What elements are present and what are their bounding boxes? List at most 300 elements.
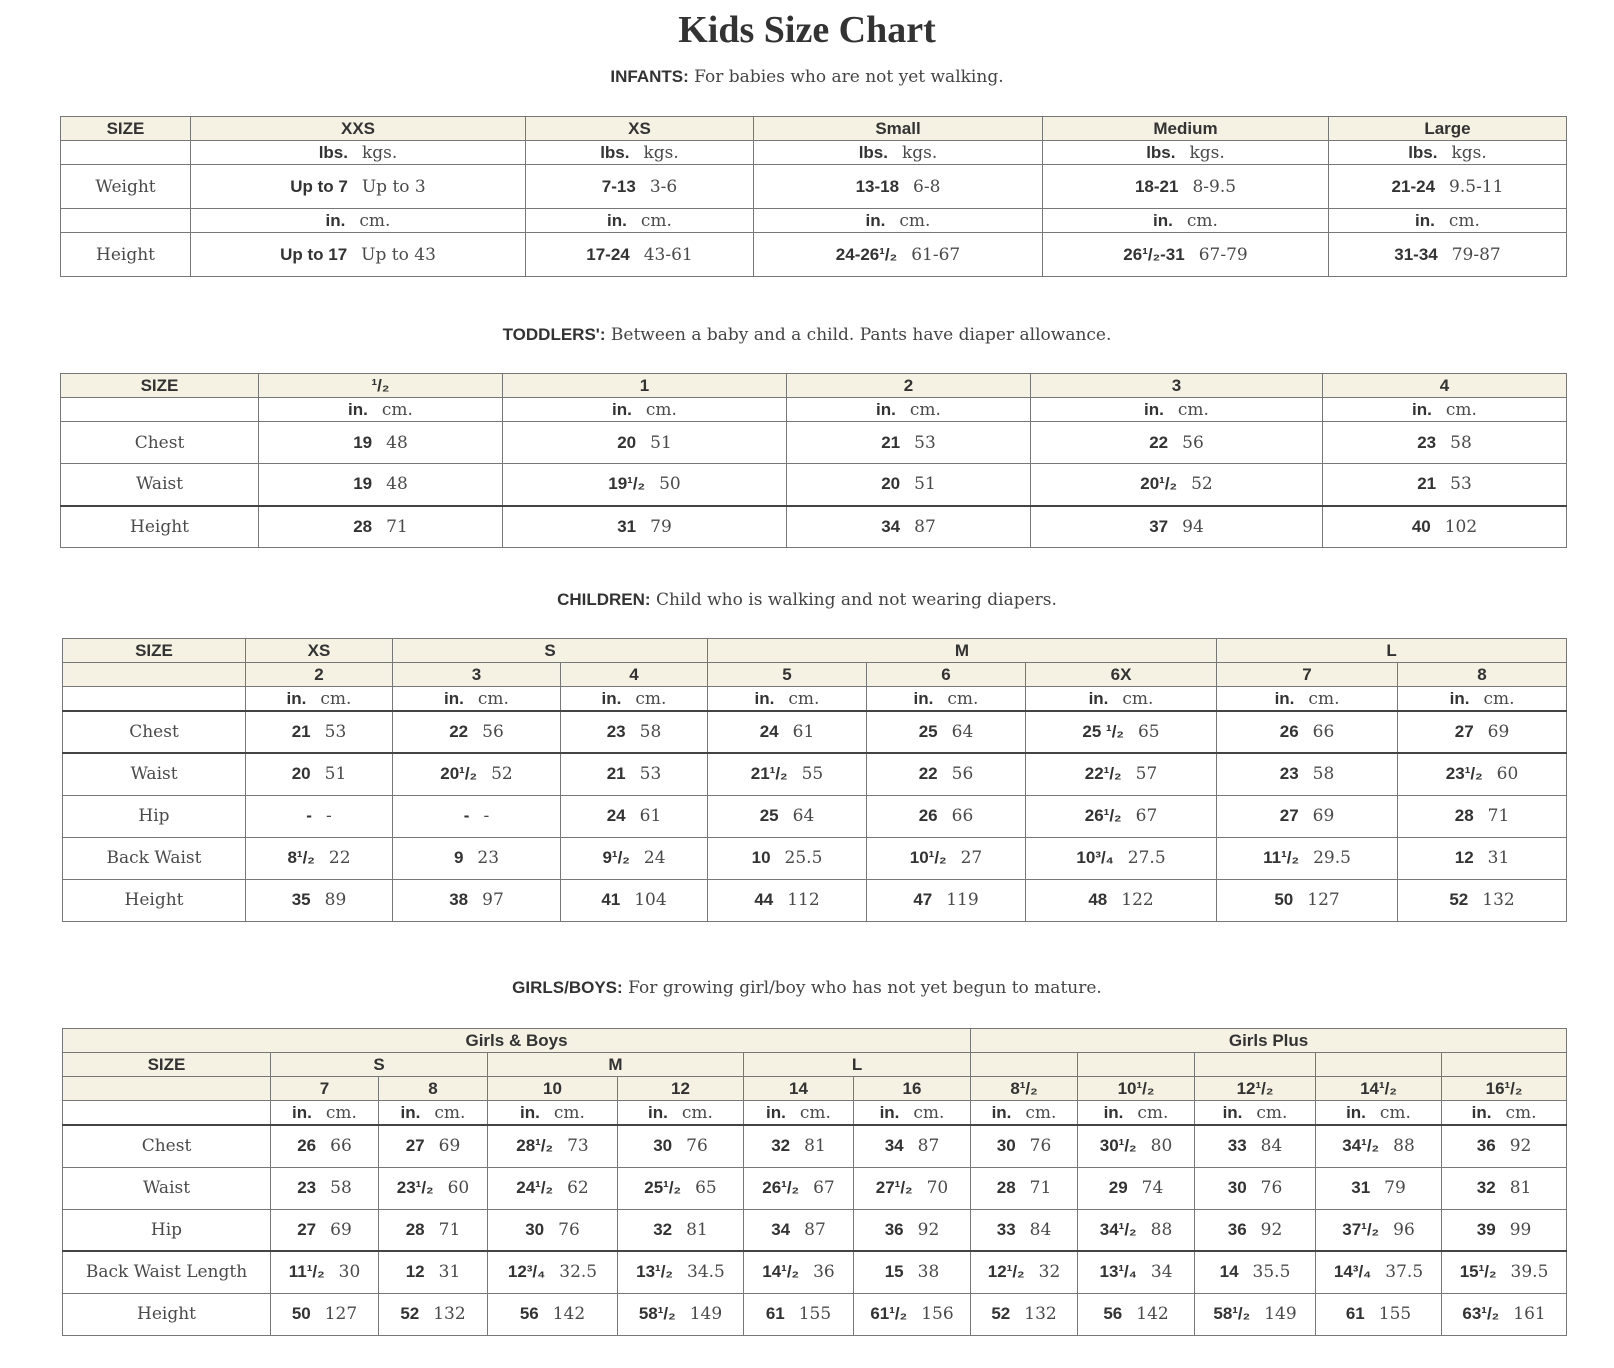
value-in: 34 (771, 1219, 791, 1239)
value-in: - (306, 806, 312, 825)
value-cm: 132 (433, 1304, 466, 1324)
value-cell (488, 1293, 618, 1335)
value-in: 10 (751, 848, 771, 867)
infants-height-row (61, 233, 1567, 277)
value-cell (1217, 687, 1398, 712)
size-xxs: XXS (191, 117, 526, 141)
value-cell (1195, 1251, 1316, 1293)
size-blank (63, 663, 246, 687)
value-cm: 56 (951, 764, 974, 785)
value-cm: 51 (914, 474, 936, 495)
value-in: 63¹/₂ (1462, 1304, 1500, 1323)
value-cm: 65 (695, 1178, 717, 1198)
value-cell (488, 1125, 618, 1167)
value-in: 44 (754, 890, 774, 909)
value-in: 11¹/₂ (288, 1262, 325, 1282)
row-label: Back Waist (63, 837, 246, 879)
unit-in: in. (1412, 399, 1432, 419)
row-label: Hip (63, 795, 246, 837)
unit-cm: cm. (1505, 1102, 1537, 1123)
value-in: 52 (991, 1304, 1011, 1323)
value-cell (561, 687, 708, 712)
children-intro (0, 590, 1614, 610)
children-intro-text: Child who is walking and not wearing diapers. (650, 590, 1057, 610)
value-cell (393, 687, 561, 712)
value-cell (526, 209, 754, 233)
size-4: 6 (867, 663, 1026, 687)
weight-lbs: 7-13 (601, 176, 636, 196)
row-label: Waist (63, 753, 246, 795)
value-in: 23 (606, 722, 626, 741)
value-cell (1078, 1101, 1195, 1126)
row-label: Height (63, 1293, 271, 1335)
value-in: 12 (405, 1262, 425, 1282)
value-in: 20 (291, 764, 311, 784)
value-cell (1398, 711, 1567, 753)
value-cell (1398, 687, 1567, 712)
unit-blank (61, 141, 191, 165)
value-cell (618, 1125, 744, 1167)
value-cell (744, 1101, 854, 1126)
value-cell (1323, 398, 1567, 422)
toddlers-intro-text: Between a baby and a child. Pants have diaper allowance. (605, 325, 1112, 345)
value-in: 36 (1476, 1136, 1496, 1156)
row-label: Waist (61, 464, 259, 506)
value-cell (503, 464, 787, 506)
value-cell (744, 1251, 854, 1293)
value-in: 11¹/₂ (1263, 848, 1300, 867)
value-cell (393, 879, 561, 921)
value-in: 12³/₄ (507, 1262, 546, 1282)
value-cm: 87 (917, 1136, 940, 1157)
value-cm: 88 (1393, 1136, 1415, 1157)
value-in: 27¹/₂ (875, 1178, 913, 1197)
unit-cm: cm. (913, 1102, 945, 1123)
value-in: 27 (1454, 722, 1474, 741)
value-in: 10¹/₂ (909, 848, 947, 867)
subgroup-l: L (744, 1053, 971, 1077)
size-1: 1 (503, 374, 787, 398)
row-label: Hip (63, 1209, 271, 1251)
unit-blank (63, 1101, 271, 1126)
value-in: 61¹/₂ (870, 1304, 908, 1323)
value-cm: 142 (1136, 1304, 1169, 1324)
value-cm: 66 (1312, 722, 1335, 742)
value-cm: 48 (386, 474, 408, 495)
value-cell (1026, 795, 1217, 837)
unit-lbs: lbs. (858, 142, 888, 162)
value-cm: 161 (1513, 1304, 1546, 1324)
value-in: 22 (1149, 432, 1169, 452)
value-in: 25 (918, 722, 938, 741)
size-8: 12¹/₂ (1195, 1077, 1316, 1101)
value-cm: 53 (1450, 474, 1472, 495)
value-in: 23 (1417, 432, 1437, 452)
value-cell (744, 1167, 854, 1209)
value-cell (271, 1125, 379, 1167)
value-in: 34¹/₂ (1342, 1136, 1380, 1156)
value-cm: 142 (552, 1304, 586, 1324)
unit-in: in. (1449, 688, 1470, 708)
value-in: 20 (881, 474, 901, 494)
group-xs: XS (246, 639, 393, 663)
subgroup-blank (1316, 1053, 1442, 1077)
value-in: 52 (400, 1304, 420, 1323)
size-3: 12 (618, 1077, 744, 1101)
value-cm: 69 (438, 1136, 461, 1157)
children-size-row (63, 663, 1567, 687)
unit-in: in. (601, 688, 622, 708)
girlsboys-unit-row (63, 1101, 1567, 1126)
size-2: 10 (488, 1077, 618, 1101)
value-cell (191, 141, 526, 165)
value-cm: 50 (659, 474, 681, 495)
value-cell (618, 1209, 744, 1251)
toddlers-unit-row (61, 398, 1567, 422)
value-cm: 132 (1024, 1304, 1057, 1324)
children-table (62, 638, 1567, 922)
unit-in: in. (991, 1102, 1012, 1122)
value-in: 24¹/₂ (516, 1178, 554, 1197)
value-cm: 52 (1191, 474, 1213, 495)
value-cm: - (483, 806, 490, 826)
size-1: 8 (379, 1077, 488, 1101)
value-in: 26¹/₂ (762, 1178, 800, 1197)
infants-table (60, 116, 1567, 277)
value-in: 38 (449, 890, 469, 909)
value-in: 36 (1227, 1219, 1247, 1239)
value-cell (1398, 879, 1567, 921)
value-cm: 23 (477, 848, 500, 868)
value-cm: 32.5 (559, 1262, 598, 1283)
value-cm: 31 (438, 1262, 461, 1283)
value-in: 13¹/₂ (636, 1262, 673, 1282)
unit-cm: cm. (320, 688, 352, 709)
value-in: 25¹/₂ (644, 1178, 682, 1197)
value-cm: 94 (1182, 516, 1204, 537)
value-in: 32 (1476, 1178, 1496, 1197)
value-cm: 58 (639, 722, 662, 742)
value-cell (1329, 209, 1567, 233)
size-large: Large (1329, 117, 1567, 141)
table-row (63, 1251, 1567, 1293)
unit-in: in. (1346, 1102, 1366, 1122)
unit-cm: cm. (359, 210, 391, 231)
value-cell (1043, 209, 1329, 233)
value-cm: 149 (689, 1304, 723, 1324)
value-in: 14 (1219, 1262, 1239, 1282)
value-cm: - (325, 806, 332, 826)
value-in: 37¹/₂ (1342, 1219, 1380, 1239)
value-in: 31 (617, 516, 637, 536)
unit-cm: cm. (788, 688, 820, 709)
value-in: 26 (918, 806, 938, 825)
value-cell (488, 1209, 618, 1251)
value-in: 30¹/₂ (1099, 1136, 1137, 1156)
weight-lbs: 21-24 (1391, 176, 1436, 196)
value-in: 58¹/₂ (638, 1304, 676, 1323)
value-cm: 24 (643, 848, 666, 868)
row-label: Waist (63, 1167, 271, 1209)
value-in: 28 (353, 516, 373, 536)
value-cell (393, 795, 561, 837)
weight-kgs: Up to 3 (361, 176, 426, 197)
value-in: 56 (519, 1304, 539, 1323)
unit-in: in. (325, 210, 346, 230)
value-cell (259, 464, 503, 506)
subgroup-blank (1078, 1053, 1195, 1077)
value-cm: 81 (1509, 1178, 1532, 1198)
size-0: 2 (246, 663, 393, 687)
value-cm: 61 (639, 806, 662, 826)
unit-cm: cm. (1025, 1102, 1057, 1123)
size-0: 7 (271, 1077, 379, 1101)
value-cm: 58 (1312, 764, 1335, 785)
row-label: Chest (63, 1125, 271, 1167)
value-in: 26¹/₂ (1084, 806, 1122, 825)
value-in: 20 (617, 432, 637, 452)
value-cm: 70 (926, 1178, 949, 1198)
value-in: 12¹/₂ (987, 1262, 1025, 1282)
value-cell (1442, 1251, 1567, 1293)
value-in: 23¹/₂ (1445, 764, 1483, 784)
unit-in: in. (1144, 399, 1164, 419)
value-cm: 99 (1509, 1219, 1532, 1240)
value-cell (259, 422, 503, 464)
infants-weight-unit-row (61, 141, 1567, 165)
infants-intro (0, 67, 1614, 87)
value-cell (1316, 1251, 1442, 1293)
value-cm: 71 (386, 516, 408, 537)
value-in: 22¹/₂ (1084, 764, 1122, 784)
row-label: Height (61, 506, 259, 548)
value-cell (1398, 753, 1567, 795)
value-in: 40 (1411, 516, 1431, 536)
girlsboys-table (62, 1028, 1567, 1336)
value-cell (1442, 1101, 1567, 1126)
unit-blank (61, 398, 259, 422)
size-10: 16¹/₂ (1442, 1077, 1567, 1101)
value-in: 22 (918, 764, 938, 784)
value-cell (1217, 753, 1398, 795)
row-label: Height (61, 233, 191, 277)
value-cell (1316, 1101, 1442, 1126)
value-in: 20¹/₂ (440, 764, 478, 784)
table-row (63, 711, 1567, 753)
value-cm: 29.5 (1313, 848, 1351, 868)
value-in: 31 (1351, 1178, 1371, 1197)
height-cm: 79-87 (1451, 244, 1501, 265)
value-cm: 58 (1450, 432, 1472, 453)
value-cell (1026, 687, 1217, 712)
toddlers-size-row (61, 374, 1567, 398)
value-in: 26 (297, 1136, 317, 1156)
value-cm: 73 (567, 1136, 589, 1157)
value-cell (1217, 879, 1398, 921)
value-cell (1316, 1209, 1442, 1251)
value-cell (526, 233, 754, 277)
value-cm: 122 (1121, 890, 1154, 910)
value-in: 9¹/₂ (602, 848, 630, 867)
value-cell (854, 1209, 971, 1251)
value-cm: 96 (1393, 1219, 1415, 1240)
unit-in: in. (1222, 1102, 1243, 1122)
value-cm: 71 (1487, 806, 1510, 826)
value-cell (1329, 233, 1567, 277)
table-row (63, 753, 1567, 795)
infants-height-unit-row (61, 209, 1567, 233)
value-in: 61 (1345, 1304, 1365, 1323)
value-cell (618, 1251, 744, 1293)
group-l: L (1217, 639, 1567, 663)
unit-cm: cm. (1256, 1102, 1288, 1123)
value-cm: 69 (330, 1219, 352, 1240)
value-in: 47 (913, 890, 933, 909)
value-cell (867, 753, 1026, 795)
unit-in: in. (1103, 1102, 1124, 1122)
value-cm: 36 (813, 1262, 835, 1283)
weight-kgs: 8-9.5 (1192, 176, 1237, 197)
value-in: 22 (449, 722, 469, 741)
value-in: 37 (1149, 516, 1169, 536)
value-cell (191, 209, 526, 233)
value-cell (867, 687, 1026, 712)
value-cm: 34.5 (687, 1262, 725, 1283)
value-cm: 53 (639, 764, 662, 785)
value-cell (526, 141, 754, 165)
value-cm: 55 (801, 764, 824, 785)
table-row (63, 1167, 1567, 1209)
value-cell (1031, 506, 1323, 548)
value-cm: 71 (438, 1219, 461, 1240)
unit-in: in. (648, 1102, 668, 1122)
table-row (63, 795, 1567, 837)
value-cm: 22 (328, 848, 351, 868)
value-cell (787, 422, 1031, 464)
value-in: 15 (884, 1262, 904, 1282)
size-7: 10¹/₂ (1078, 1077, 1195, 1101)
value-in: 8¹/₂ (287, 848, 315, 867)
table-row (63, 837, 1567, 879)
value-in: 10³/₄ (1076, 848, 1114, 867)
unit-in: in. (1274, 688, 1295, 708)
value-cm: 76 (558, 1219, 580, 1240)
unit-in: in. (400, 1102, 421, 1122)
value-in: 58¹/₂ (1213, 1304, 1251, 1323)
value-in: 36 (884, 1219, 904, 1239)
value-cell (1329, 165, 1567, 209)
value-cell (246, 687, 393, 712)
value-cm: 67 (1135, 806, 1158, 826)
height-in: Up to 17 (280, 244, 348, 264)
value-in: 27 (297, 1219, 317, 1239)
value-cell (1195, 1209, 1316, 1251)
value-in: 61 (765, 1304, 785, 1323)
value-cell (1442, 1167, 1567, 1209)
value-cm: 51 (650, 432, 672, 453)
value-cm: 48 (386, 432, 408, 453)
value-cell (854, 1251, 971, 1293)
toddlers-intro (0, 325, 1614, 345)
value-in: 13¹/₄ (1099, 1262, 1137, 1282)
unit-in: in. (879, 1102, 900, 1122)
unit-in: in. (292, 1102, 312, 1122)
value-cell (393, 753, 561, 795)
value-cell (1323, 506, 1567, 548)
value-cell (393, 837, 561, 879)
unit-cm: cm. (947, 688, 979, 709)
size-xs: XS (526, 117, 754, 141)
value-cell (191, 165, 526, 209)
value-cm: 87 (914, 516, 936, 537)
value-in: 28¹/₂ (516, 1136, 554, 1156)
value-in: 29 (1108, 1178, 1128, 1197)
size-5: 16 (854, 1077, 971, 1101)
value-cell (1043, 141, 1329, 165)
value-cell (854, 1167, 971, 1209)
unit-cm: cm. (1186, 210, 1218, 231)
value-cm: 34 (1150, 1262, 1173, 1283)
value-cell (1217, 837, 1398, 879)
value-cell (787, 506, 1031, 548)
subgroup-s: S (271, 1053, 488, 1077)
unit-lbs: lbs. (1408, 142, 1438, 162)
girlsboys-intro-heading: GIRLS/BOYS: (512, 978, 623, 997)
value-cell (271, 1101, 379, 1126)
children-group-row (63, 639, 1567, 663)
value-cell (561, 753, 708, 795)
value-cm: 53 (324, 722, 347, 742)
value-in: - (463, 806, 470, 825)
value-cm: 127 (1307, 890, 1340, 910)
value-cell (618, 1101, 744, 1126)
value-cell (854, 1101, 971, 1126)
value-cell (1078, 1125, 1195, 1167)
value-cell (1217, 795, 1398, 837)
toddlers-table (60, 373, 1567, 548)
value-cell (708, 753, 867, 795)
value-cm: 32 (1038, 1262, 1061, 1283)
unit-cm: cm. (681, 1102, 713, 1123)
value-in: 19 (353, 474, 373, 494)
group-girls-plus: Girls Plus (971, 1029, 1567, 1053)
value-in: 25 ¹/₂ (1082, 722, 1124, 741)
value-in: 12 (1454, 848, 1474, 867)
weight-lbs: 18-21 (1134, 176, 1179, 196)
value-cm: 38 (917, 1262, 940, 1283)
size-9: 14¹/₂ (1316, 1077, 1442, 1101)
value-cell (708, 711, 867, 753)
value-in: 52 (1449, 890, 1469, 909)
value-cell (1195, 1101, 1316, 1126)
value-in: 28 (996, 1178, 1016, 1197)
size-2: 4 (561, 663, 708, 687)
value-cell (854, 1125, 971, 1167)
group-s: S (393, 639, 708, 663)
value-in: 34¹/₂ (1099, 1219, 1137, 1239)
value-in: 21 (1417, 474, 1437, 494)
value-in: 41 (601, 890, 621, 909)
value-cell (379, 1251, 488, 1293)
value-cm: 64 (951, 722, 974, 742)
value-in: 23¹/₂ (396, 1178, 434, 1197)
row-label: Chest (63, 711, 246, 753)
unit-lbs: lbs. (600, 142, 630, 162)
value-cell (867, 711, 1026, 753)
value-cm: 84 (1029, 1219, 1052, 1240)
value-cm: 156 (921, 1304, 954, 1324)
value-cm: 66 (330, 1136, 352, 1157)
